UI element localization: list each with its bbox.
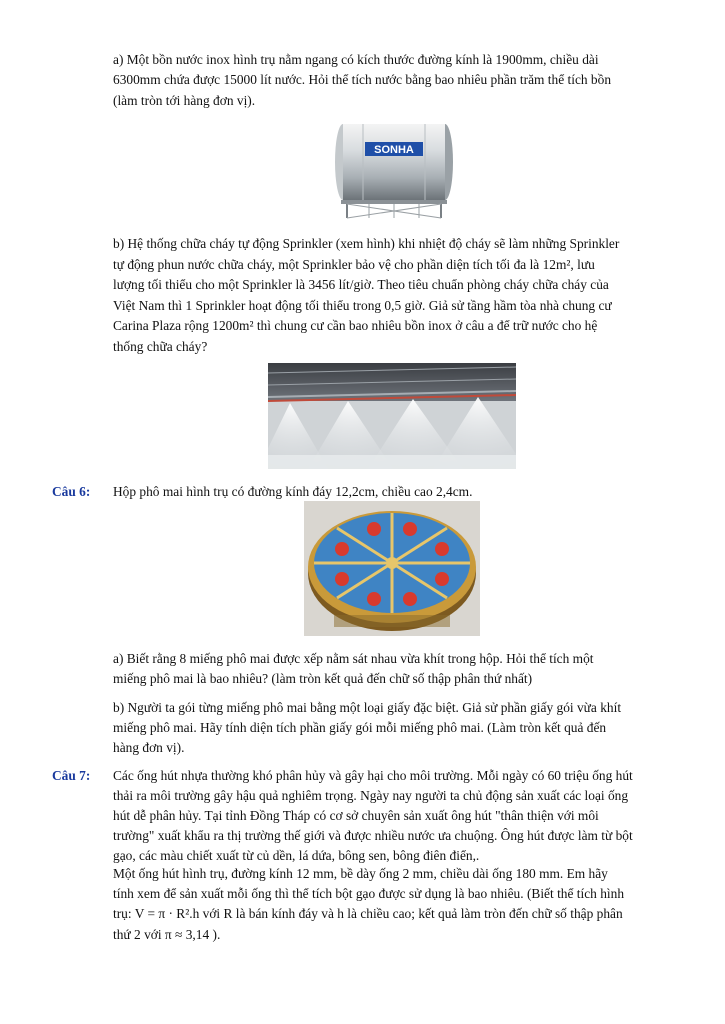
q7-line-4: trường" xuất khẩu ra thị trường thế giới và được nhiều nước ưa chuộng. Ông hút được làm từ bột (113, 828, 633, 843)
q6-a-line-1: a) Biết rằng 8 miếng phô mai được xếp nằm sát nhau vừa khít trong hộp. Hỏi thể tích một (113, 651, 594, 666)
q5-b-line-6: thống chữa cháy? (113, 339, 208, 354)
q7-line-9: thứ 2 với π ≈ 3,14 ). (113, 927, 221, 942)
q6-stem: Hộp phô mai hình trụ có đường kính đáy 12,2cm, chiều cao 2,4cm. (113, 484, 473, 499)
tank-brand-text: SONHA (374, 144, 414, 156)
q5-b-line-1: b) Hệ thống chữa cháy tự động Sprinkler (xem hình) khi nhiệt độ cháy sẽ làm những Sprinkler (113, 236, 620, 251)
sprinkler-image (268, 363, 516, 469)
q5-a-line-1: a) Một bồn nước inox hình trụ nằm ngang có kích thước đường kính là 1900mm, chiều dài (113, 52, 599, 67)
q7-line-3: hút dễ phân hủy. Tại tỉnh Đồng Tháp có cơ sở chuyên sản xuất ông hút "thân thiện với môi (113, 808, 599, 823)
q5-b-line-3: lượng tối thiểu cho một Sprinkler là 3456 lít/giờ. Theo tiêu chuẩn phòng cháy chữa cháy của (113, 277, 609, 292)
q7-line-5: gạo, các màu chiết xuất từ củ dền, lá dứa, bông sen, bông điên điển,. (113, 848, 480, 863)
cheese-box-image (304, 501, 480, 636)
q7-line-2: thải ra môi trường gây hậu quả nghiêm trọng. Ngày nay người ta chủ động sản xuất các loại ống (113, 788, 629, 803)
q6-b-line-3: hàng đơn vị). (113, 740, 185, 755)
q7-label: Câu 7: (52, 768, 91, 783)
q6-b-line-1: b) Người ta gói từng miếng phô mai bằng một loại giấy đặc biệt. Giả sử phần giấy gói vừa khít (113, 700, 622, 715)
q5-b-line-4: Việt Nam thì 1 Sprinkler hoạt động tối thiểu trong 0,5 giờ. Giả sử tầng hầm tòa nhà chung cư (113, 298, 612, 313)
q7-line-7: tính xem để sản xuất mỗi ống thì thể tích bột gạo được sử dụng là bao nhiêu. (Biết thể tích hình (113, 886, 625, 901)
q7-line-1: Các ống hút nhựa thường khó phân hủy và gây hại cho môi trường. Mỗi ngày có 60 triệu ống hút (113, 768, 633, 783)
water-tank-image (333, 120, 455, 220)
q5-b-line-2: tự động phun nước chữa cháy, một Sprinkler bảo vệ cho phần diện tích tối đa là 12m², lưu (113, 257, 595, 272)
q6-b-line-2: miếng phô mai. Hãy tính diện tích phần giấy gói mỗi miếng phô mai. (Làm tròn kết quả đến (113, 720, 607, 735)
q5-a-line-2: 6300mm chứa được 15000 lít nước. Hỏi thể tích nước bằng bao nhiêu phần trăm thể tích bồn (113, 72, 612, 87)
q6-label: Câu 6: (52, 484, 91, 499)
q7-line-6: Một ống hút hình trụ, đường kính 12 mm, bề dày ống 2 mm, chiều dài ống 180 mm. Em hãy (113, 866, 608, 881)
q5-b-line-5: Carina Plaza rộng 1200m² thì chung cư cần bao nhiêu bồn inox ở câu a để trữ nước cho hệ (113, 318, 598, 333)
q5-a-line-3: (làm tròn tới hàng đơn vị). (113, 93, 256, 108)
q7-line-8: trụ: V = π · R².h với R là bán kính đáy và h là chiều cao; kết quả làm tròn đến chữ số thập phân (113, 906, 623, 921)
q6-a-line-2: miếng phô mai là bao nhiêu? (làm tròn kết quả đến chữ số thập phân thứ nhất) (113, 671, 533, 686)
